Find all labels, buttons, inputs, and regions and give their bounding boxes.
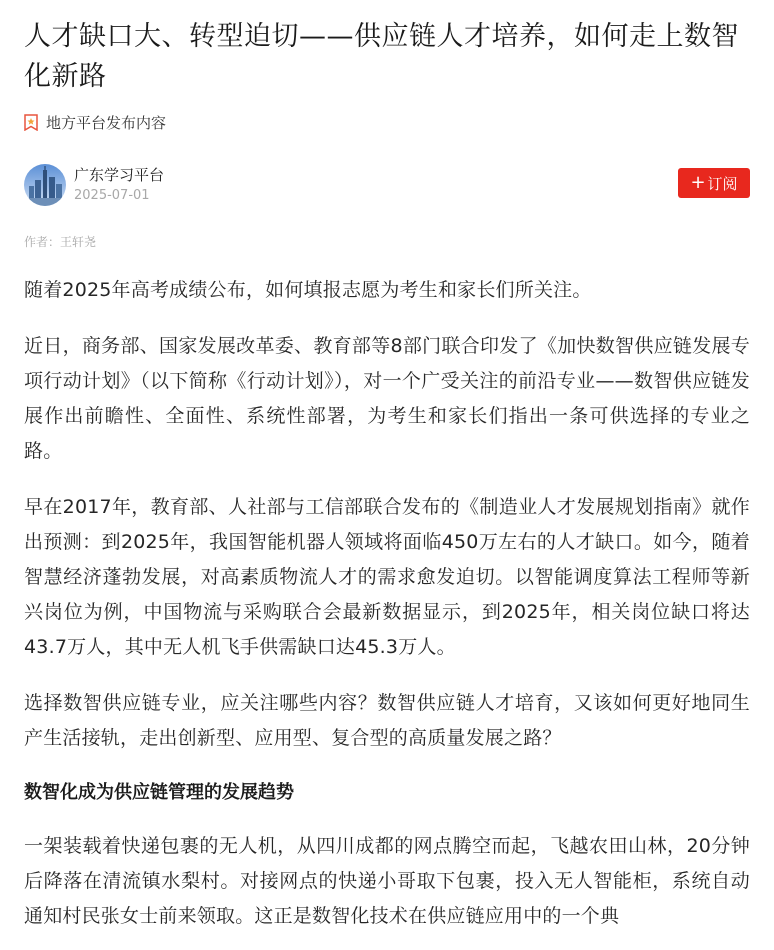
article-paragraph: 随着2025年高考成绩公布，如何填报志愿为考生和家长们所关注。 bbox=[24, 279, 592, 301]
article-paragraph: 一架装载着快递包裹的无人机，从四川成都的网点腾空而起，飞越农田山林，20分钟后降落在清流镇水梨村。对接网点的快递小哥取下包裹，投入无人智能柜，系统自动通知村民张女士前来领取。这正是数智化技术在供应链应用中的一个典 bbox=[24, 835, 750, 927]
subscribe-label: 订阅 bbox=[707, 174, 738, 193]
publisher-row bbox=[24, 161, 750, 209]
section-heading: 数智化成为供应链管理的发展趋势 bbox=[24, 782, 294, 803]
source-tag-label: 地方平台发布内容 bbox=[46, 113, 167, 132]
article-paragraph: 早在2017年，教育部、人社部与工信部联合发布的《制造业人才发展规划指南》就作出预测：到2025年，我国智能机器人领域将面临450万左右的人才缺口。如今，随着智慧经济蓬勃发展，对高素质物流人才的需求愈发迫切。以智能调度算法工程师等新兴岗位为例，中国物流与采购联合会最新数据显示，到2025年，相关岗位缺口将达43.7万人，其中无人机飞手供需缺口达45.3万人。 bbox=[24, 496, 750, 658]
publish-date: 2025-07-01 bbox=[74, 188, 150, 203]
article-title: 人才缺口大、转型迫切——供应链人才培养，如何走上数智化新路 bbox=[24, 21, 739, 92]
badge-ribbon-icon bbox=[24, 114, 38, 131]
article-paragraph: 近日，商务部、国家发展改革委、教育部等8部门联合印发了《加快数智供应链发展专项行动计划》（以下简称《行动计划》），对一个广受关注的前沿专业——数智供应链发展作出前瞻性、全面性、系统性部署，为考生和家长们指出一条可供选择的专业之路。 bbox=[24, 335, 750, 462]
plus-icon: + bbox=[690, 172, 706, 193]
source-tag bbox=[24, 111, 750, 133]
article-paragraph: 选择数智供应链专业，应关注哪些内容？数智供应链人才培育，又该如何更好地同生产生活接轨，走出创新型、应用型、复合型的高质量发展之路？ bbox=[24, 692, 750, 749]
author-byline: 作者：王轩尧 bbox=[24, 235, 97, 249]
publisher-name[interactable]: 广东学习平台 bbox=[74, 166, 165, 184]
publisher-avatar[interactable] bbox=[24, 164, 66, 206]
publisher-meta bbox=[74, 165, 164, 205]
article-body bbox=[24, 273, 750, 934]
subscribe-button[interactable] bbox=[678, 168, 750, 198]
